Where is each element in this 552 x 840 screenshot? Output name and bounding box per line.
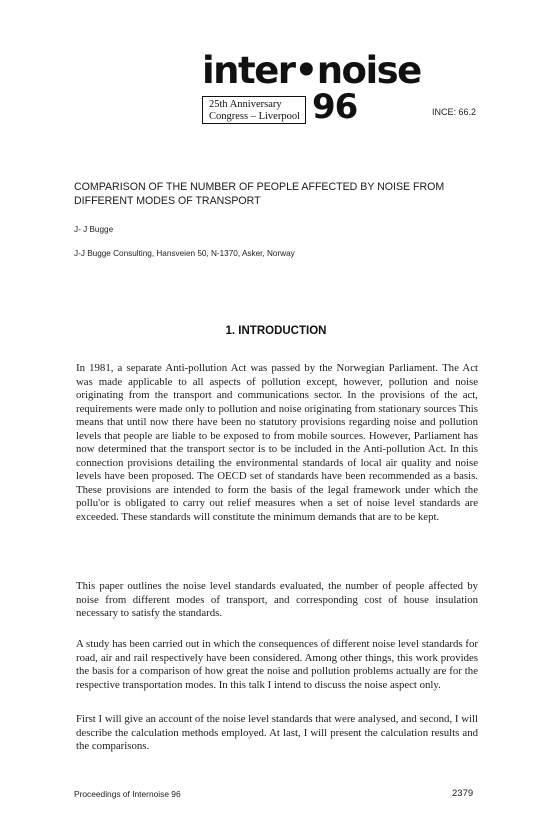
logo-box-line-1: 25th Anniversary bbox=[209, 99, 282, 110]
proceedings-footer: Proceedings of Internoise 96 bbox=[74, 789, 181, 799]
author-affiliation: J-J Bugge Consulting, Hansveien 50, N-1370, Asker, Norway bbox=[74, 249, 295, 258]
paper-author: J- J Bugge bbox=[74, 225, 114, 234]
body-paragraph: First I will give an account of the noise level standards that were analysed, and second, I will describe the calculation methods employed. At last, I will present the calculation results and the comparisons. bbox=[76, 713, 478, 753]
body-paragraph: In 1981, a separate Anti-pollution Act was passed by the Norwegian Parliament. The Act was made applicable to all aspects of pollution except, however, pollution and noise originating from the transport and communications sector. In the provisions of the act, requirements were made only to pollution and noise originating from stationary sources This means that until now there have been no statutory provisions regarding noise and pollution levels that people are liable to be exposed to from mobile sources. However, Parliament has now determined that the transport sector is to be included in the Anti-pollution Act. In this connection provisions detailing the environmental standards of local air quality and noise levels have been proposed. The OECD set of standards have been recommended as a basis. These provisions are intended to form the basis of the legal framework under which the pollu'or is obligated to carry out relief measures when a set of noise level standards are exceeded. These standards will constitute the minimum demands that are to be kept. bbox=[76, 362, 478, 524]
ince-classification: INCE: 66.2 bbox=[432, 107, 477, 117]
paper-title: COMPARISON OF THE NUMBER OF PEOPLE AFFECTED BY NOISE FROM DIFFERENT MODES OF TRANSPORT bbox=[74, 181, 445, 207]
logo-wordmark: inter•noise bbox=[202, 49, 421, 92]
logo-anniversary-box bbox=[202, 96, 306, 124]
body-paragraph: A study has been carried out in which the consequences of different noise level standards for road, air and rail respectively have been considered. Among other things, this work provides the basis for a comparison of how great the noise and pollution problems actually are for the respective transportation modes. In this talk I intend to discuss the noise aspect only. bbox=[76, 638, 478, 691]
conference-logo bbox=[202, 49, 421, 127]
logo-year: 96 bbox=[312, 87, 358, 127]
body-paragraph: This paper outlines the noise level standards evaluated, the number of people affected by noise from different modes of transport, and corresponding cost of house insulation necessary to satisfy the standards. bbox=[76, 580, 478, 620]
logo-box-line-2: Congress – Liverpool bbox=[209, 111, 300, 122]
page-number: 2379 bbox=[452, 788, 474, 799]
section-heading: 1. INTRODUCTION bbox=[225, 325, 327, 337]
